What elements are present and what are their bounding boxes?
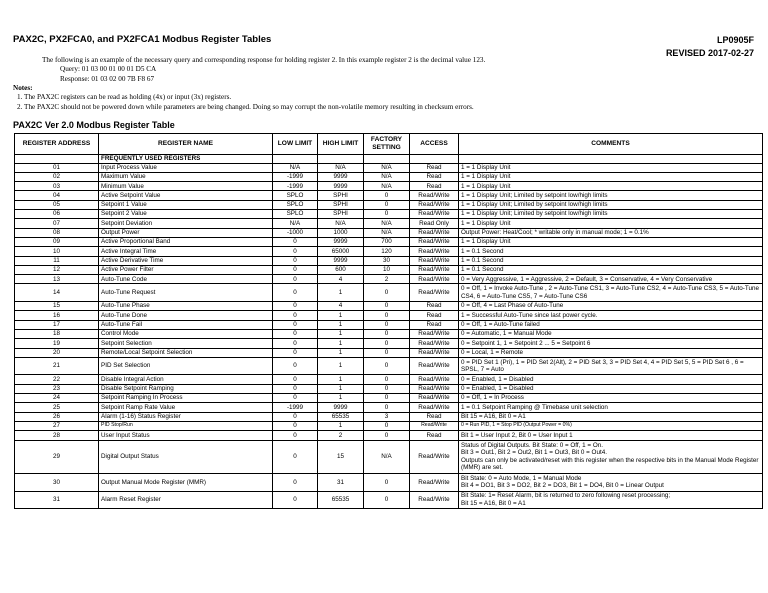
- comments-cell: 0 = Run PID, 1 = Stop PID (Output Power = 0%): [459, 421, 763, 430]
- factory-setting-cell: N/A: [364, 440, 410, 474]
- access-mode-cell: Read: [410, 172, 459, 181]
- access-mode-cell: Read: [410, 320, 459, 329]
- high-limit-cell: 1: [318, 329, 364, 338]
- register-name-cell: User Input Status: [99, 431, 273, 440]
- low-limit-cell: N/A: [273, 163, 318, 172]
- register-name-cell: Setpoint Selection: [99, 339, 273, 348]
- low-limit-cell: 0: [273, 256, 318, 265]
- factory-setting-cell: 0: [364, 491, 410, 509]
- factory-setting-cell: 0: [364, 348, 410, 357]
- table-row: [15, 200, 763, 209]
- low-limit-cell: -1999: [273, 182, 318, 191]
- access-mode-cell: Read: [410, 311, 459, 320]
- comments-cell: Bit State: 1= Reset Alarm, bit is returned to zero following reset processing; Bit 15 = A16, Bit 0 = A1: [459, 491, 763, 509]
- high-limit-cell: 65535: [318, 491, 364, 509]
- comments-cell: 1 = 1 Display Unit: [459, 172, 763, 181]
- low-limit-cell: SPLO: [273, 200, 318, 209]
- doc-number: LP0905F: [716, 35, 754, 45]
- factory-setting-cell: 0: [364, 200, 410, 209]
- access-mode-cell: Read: [410, 302, 459, 311]
- document-id-block: [666, 34, 754, 60]
- comments-cell: Bit 15 = A16, Bit 0 = A1: [459, 412, 763, 421]
- table-row: [15, 320, 763, 329]
- register-address-cell: 22: [15, 375, 99, 384]
- access-mode-cell: Read: [410, 412, 459, 421]
- table-row: [15, 412, 763, 421]
- comments-cell: 1 = 1 Display Unit; Limited by setpoint low/high limits: [459, 191, 763, 200]
- access-mode-cell: Read/Write: [410, 275, 459, 284]
- low-limit-cell: 0: [273, 491, 318, 509]
- section-cell-blank: [15, 155, 99, 164]
- register-address-cell: 24: [15, 394, 99, 403]
- access-mode-cell: Read/Write: [410, 394, 459, 403]
- register-name-cell: PID Set Selection: [99, 357, 273, 375]
- high-limit-cell: N/A: [318, 163, 364, 172]
- revision-date: REVISED 2017-02-27: [665, 48, 754, 58]
- access-mode-cell: Read/Write: [410, 339, 459, 348]
- comments-cell: 1 = 1 Display Unit: [459, 182, 763, 191]
- high-limit-cell: 1: [318, 384, 364, 393]
- table-row: [15, 329, 763, 338]
- register-address-cell: 21: [15, 357, 99, 375]
- register-name-cell: Auto-Tune Code: [99, 275, 273, 284]
- register-name-cell: Active Proportional Band: [99, 237, 273, 246]
- factory-setting-cell: 700: [364, 237, 410, 246]
- response-example: Response: 01 03 02 00 7B F8 67: [60, 74, 155, 83]
- table-row: [15, 474, 763, 492]
- high-limit-cell: 9999: [318, 256, 364, 265]
- access-mode-cell: Read/Write: [410, 329, 459, 338]
- comments-cell: 1 = 0.1 Second: [459, 265, 763, 274]
- table-row: [15, 247, 763, 256]
- low-limit-cell: 0: [273, 320, 318, 329]
- access-mode-cell: Read/Write: [410, 357, 459, 375]
- table-row: [15, 357, 763, 375]
- table-row: [15, 228, 763, 237]
- factory-setting-cell: 0: [364, 375, 410, 384]
- table-row: [15, 302, 763, 311]
- table-row: [15, 219, 763, 228]
- register-address-cell: 11: [15, 256, 99, 265]
- factory-setting-cell: 0: [364, 384, 410, 393]
- low-limit-cell: 0: [273, 384, 318, 393]
- register-address-cell: 27: [15, 421, 99, 430]
- comments-cell: Status of Digital Outputs. Bit State: 0 = Off, 1 = On. Bit 3 = Out1, Bit 2 = Out2, Bit 1 = Out3, Bit 0 = Out4. Outputs can only be activated/reset with this register when the respective bits in the Manual Mode Register (MMR) are set.: [459, 440, 763, 474]
- comments-cell: 1 = 0.1 Second: [459, 256, 763, 265]
- register-name-cell: Digital Output Status: [99, 440, 273, 474]
- factory-setting-cell: 0: [364, 394, 410, 403]
- access-mode-cell: Read/Write: [410, 237, 459, 246]
- access-mode-cell: Read/Write: [410, 348, 459, 357]
- low-limit-cell: 0: [273, 275, 318, 284]
- comments-cell: 1 = 0.1 Second: [459, 247, 763, 256]
- table-row: [15, 311, 763, 320]
- low-limit-cell: 0: [273, 237, 318, 246]
- table-body: [15, 155, 763, 509]
- access-mode-cell: Read/Write: [410, 421, 459, 430]
- register-name-cell: PID Stop/Run: [99, 421, 273, 430]
- comments-cell: 1 = 1 Display Unit: [459, 237, 763, 246]
- factory-setting-cell: 0: [364, 474, 410, 492]
- table-row: [15, 375, 763, 384]
- header-factory-setting: FACTORY SETTING: [364, 134, 410, 155]
- register-address-cell: 18: [15, 329, 99, 338]
- table-row: [15, 182, 763, 191]
- register-address-cell: 26: [15, 412, 99, 421]
- register-name-cell: Output Manual Mode Register (MMR): [99, 474, 273, 492]
- high-limit-cell: 1: [318, 348, 364, 357]
- low-limit-cell: 0: [273, 440, 318, 474]
- factory-setting-cell: 120: [364, 247, 410, 256]
- header-low-limit: LOW LIMIT: [273, 134, 318, 155]
- access-mode-cell: Read/Write: [410, 384, 459, 393]
- table-row: [15, 431, 763, 440]
- low-limit-cell: 0: [273, 394, 318, 403]
- high-limit-cell: 4: [318, 302, 364, 311]
- register-address-cell: 02: [15, 172, 99, 181]
- register-name-cell: Disable Integral Action: [99, 375, 273, 384]
- high-limit-cell: 9999: [318, 237, 364, 246]
- high-limit-cell: 1: [318, 421, 364, 430]
- comments-cell: 0 = Setpoint 1, 1 = Setpoint 2 ... 5 = Setpoint 6: [459, 339, 763, 348]
- high-limit-cell: 1000: [318, 228, 364, 237]
- high-limit-cell: 2: [318, 431, 364, 440]
- table-row: [15, 440, 763, 474]
- high-limit-cell: 31: [318, 474, 364, 492]
- comments-cell: Bit 1 = User Input 2, Bit 0 = User Input 1: [459, 431, 763, 440]
- access-mode-cell: Read/Write: [410, 210, 459, 219]
- high-limit-cell: SPHI: [318, 200, 364, 209]
- register-name-cell: Auto-Tune Fail: [99, 320, 273, 329]
- low-limit-cell: 0: [273, 311, 318, 320]
- factory-setting-cell: N/A: [364, 172, 410, 181]
- section-cell-blank: [364, 155, 410, 164]
- high-limit-cell: 9999: [318, 403, 364, 412]
- comments-cell: 1 = Successful Auto-Tune since last power cycle.: [459, 311, 763, 320]
- section-cell-blank: [273, 155, 318, 164]
- register-name-cell: Output Power: [99, 228, 273, 237]
- table-row: [15, 339, 763, 348]
- register-address-cell: 31: [15, 491, 99, 509]
- table-row: [15, 284, 763, 302]
- intro-block: [42, 56, 485, 84]
- high-limit-cell: 1: [318, 320, 364, 329]
- section-label: FREQUENTLY USED REGISTERS: [99, 155, 273, 164]
- factory-setting-cell: N/A: [364, 182, 410, 191]
- register-address-cell: 23: [15, 384, 99, 393]
- header-register-name: REGISTER NAME: [99, 134, 273, 155]
- table-row: [15, 265, 763, 274]
- register-name-cell: Setpoint Ramp Rate Value: [99, 403, 273, 412]
- table-row: [15, 403, 763, 412]
- low-limit-cell: N/A: [273, 219, 318, 228]
- table-row: [15, 237, 763, 246]
- high-limit-cell: 15: [318, 440, 364, 474]
- low-limit-cell: 0: [273, 284, 318, 302]
- register-address-cell: 05: [15, 200, 99, 209]
- access-mode-cell: Read: [410, 163, 459, 172]
- high-limit-cell: 65535: [318, 412, 364, 421]
- low-limit-cell: SPLO: [273, 210, 318, 219]
- register-name-cell: Setpoint 1 Value: [99, 200, 273, 209]
- comments-cell: 0 = Off, 4 = Last Phase of Auto-Tune: [459, 302, 763, 311]
- factory-setting-cell: 0: [364, 302, 410, 311]
- access-mode-cell: Read Only: [410, 219, 459, 228]
- comments-cell: 0 = Off, 1 = In Process: [459, 394, 763, 403]
- table-row: [15, 256, 763, 265]
- note-item: 1. The PAX2C registers can be read as holding (4x) or input (3x) registers.: [17, 93, 232, 102]
- low-limit-cell: 0: [273, 474, 318, 492]
- table-row: [15, 384, 763, 393]
- comments-cell: 1 = 1 Display Unit: [459, 163, 763, 172]
- access-mode-cell: Read/Write: [410, 284, 459, 302]
- intro-text: The following is an example of the necessary query and corresponding response for holding register 2. In this example register 2 is the decimal value 123.: [42, 56, 486, 64]
- comments-cell: 0 = Very Aggressive, 1 = Aggressive, 2 = Default, 3 = Conservative, 4 = Very Conservative: [459, 275, 763, 284]
- register-name-cell: Maximum Value: [99, 172, 273, 181]
- low-limit-cell: 0: [273, 329, 318, 338]
- section-cell-blank: [410, 155, 459, 164]
- factory-setting-cell: 0: [364, 191, 410, 200]
- factory-setting-cell: 0: [364, 431, 410, 440]
- high-limit-cell: 1: [318, 357, 364, 375]
- register-address-cell: 08: [15, 228, 99, 237]
- register-address-cell: 20: [15, 348, 99, 357]
- notes-block: [13, 84, 474, 112]
- section-cell-blank: [318, 155, 364, 164]
- high-limit-cell: 1: [318, 311, 364, 320]
- low-limit-cell: SPLO: [273, 191, 318, 200]
- table-row: [15, 394, 763, 403]
- register-address-cell: 14: [15, 284, 99, 302]
- comments-cell: 1 = 1 Display Unit: [459, 219, 763, 228]
- factory-setting-cell: 0: [364, 311, 410, 320]
- factory-setting-cell: 10: [364, 265, 410, 274]
- access-mode-cell: Read/Write: [410, 265, 459, 274]
- table-row: [15, 210, 763, 219]
- low-limit-cell: -1999: [273, 172, 318, 181]
- table-row: [15, 163, 763, 172]
- table-title: PAX2C Ver 2.0 Modbus Register Table: [13, 120, 175, 130]
- factory-setting-cell: 0: [364, 329, 410, 338]
- high-limit-cell: 65000: [318, 247, 364, 256]
- register-name-cell: Active Power Filter: [99, 265, 273, 274]
- register-address-cell: 13: [15, 275, 99, 284]
- access-mode-cell: Read/Write: [410, 191, 459, 200]
- header-comments: COMMENTS: [459, 134, 763, 155]
- high-limit-cell: 9999: [318, 172, 364, 181]
- access-mode-cell: Read: [410, 182, 459, 191]
- factory-setting-cell: 3: [364, 412, 410, 421]
- high-limit-cell: 9999: [318, 182, 364, 191]
- high-limit-cell: 4: [318, 275, 364, 284]
- table-row: [15, 172, 763, 181]
- comments-cell: 1 = 1 Display Unit; Limited by setpoint low/high limits: [459, 210, 763, 219]
- access-mode-cell: Read/Write: [410, 375, 459, 384]
- table-row: [15, 275, 763, 284]
- register-address-cell: 03: [15, 182, 99, 191]
- high-limit-cell: SPHI: [318, 191, 364, 200]
- high-limit-cell: 1: [318, 375, 364, 384]
- factory-setting-cell: 0: [364, 357, 410, 375]
- access-mode-cell: Read: [410, 431, 459, 440]
- factory-setting-cell: 0: [364, 421, 410, 430]
- low-limit-cell: -1000: [273, 228, 318, 237]
- header-high-limit: HIGH LIMIT: [318, 134, 364, 155]
- register-name-cell: Minimum Value: [99, 182, 273, 191]
- register-name-cell: Control Mode: [99, 329, 273, 338]
- table-header-row: [15, 134, 763, 155]
- low-limit-cell: 0: [273, 339, 318, 348]
- comments-cell: 0 = Off, 1 = Auto-Tune failed: [459, 320, 763, 329]
- low-limit-cell: 0: [273, 412, 318, 421]
- register-name-cell: Auto-Tune Request: [99, 284, 273, 302]
- low-limit-cell: 0: [273, 265, 318, 274]
- register-address-cell: 29: [15, 440, 99, 474]
- access-mode-cell: Read/Write: [410, 256, 459, 265]
- low-limit-cell: 0: [273, 302, 318, 311]
- section-cell-blank: [459, 155, 763, 164]
- register-address-cell: 10: [15, 247, 99, 256]
- register-name-cell: Alarm (1-16) Status Register: [99, 412, 273, 421]
- register-name-cell: Setpoint 2 Value: [99, 210, 273, 219]
- factory-setting-cell: 0: [364, 339, 410, 348]
- register-name-cell: Active Integral Time: [99, 247, 273, 256]
- comments-cell: 0 = Local, 1 = Remote: [459, 348, 763, 357]
- low-limit-cell: 0: [273, 375, 318, 384]
- factory-setting-cell: 2: [364, 275, 410, 284]
- register-address-cell: 17: [15, 320, 99, 329]
- register-name-cell: Auto-Tune Done: [99, 311, 273, 320]
- table-row: [15, 348, 763, 357]
- register-address-cell: 30: [15, 474, 99, 492]
- high-limit-cell: N/A: [318, 219, 364, 228]
- comments-cell: Bit State: 0 = Auto Mode, 1 = Manual Mode Bit 4 = DO1, Bit 3 = DO2, Bit 2 = DO3, Bit 1 = DO4, Bit 0 = Linear Output: [459, 474, 763, 492]
- table-row: [15, 191, 763, 200]
- page-title: PAX2C, PX2FCA0, and PX2FCA1 Modbus Register Tables: [13, 34, 272, 45]
- table-row: [15, 421, 763, 430]
- register-address-cell: 09: [15, 237, 99, 246]
- low-limit-cell: 0: [273, 357, 318, 375]
- factory-setting-cell: 0: [364, 284, 410, 302]
- access-mode-cell: Read/Write: [410, 491, 459, 509]
- comments-cell: 0 = Enabled, 1 = Disabled: [459, 375, 763, 384]
- high-limit-cell: 1: [318, 284, 364, 302]
- access-mode-cell: Read/Write: [410, 228, 459, 237]
- notes-heading: Notes:: [13, 84, 33, 92]
- comments-cell: 1 = 0.1 Setpoint Ramping @ Timebase unit selection: [459, 403, 763, 412]
- register-address-cell: 01: [15, 163, 99, 172]
- register-address-cell: 25: [15, 403, 99, 412]
- factory-setting-cell: 0: [364, 403, 410, 412]
- register-name-cell: Setpoint Deviation: [99, 219, 273, 228]
- register-name-cell: Remote/Local Setpoint Selection: [99, 348, 273, 357]
- register-address-cell: 15: [15, 302, 99, 311]
- high-limit-cell: 1: [318, 339, 364, 348]
- factory-setting-cell: N/A: [364, 228, 410, 237]
- header-register-address: REGISTER ADDRESS: [15, 134, 99, 155]
- factory-setting-cell: 30: [364, 256, 410, 265]
- low-limit-cell: 0: [273, 247, 318, 256]
- low-limit-cell: -1999: [273, 403, 318, 412]
- access-mode-cell: Read/Write: [410, 403, 459, 412]
- register-name-cell: Active Derivative Time: [99, 256, 273, 265]
- note-item: 2. The PAX2C should not be powered down while parameters are being changed. Doing so may corrupt the non-volatile memory resulting in checksum errors.: [17, 102, 474, 111]
- high-limit-cell: 600: [318, 265, 364, 274]
- register-table: [14, 133, 763, 509]
- header-access: ACCESS: [410, 134, 459, 155]
- register-address-cell: 19: [15, 339, 99, 348]
- register-address-cell: 04: [15, 191, 99, 200]
- factory-setting-cell: N/A: [364, 163, 410, 172]
- register-name-cell: Auto-Tune Phase: [99, 302, 273, 311]
- register-address-cell: 28: [15, 431, 99, 440]
- comments-cell: 1 = 1 Display Unit; Limited by setpoint low/high limits: [459, 200, 763, 209]
- access-mode-cell: Read/Write: [410, 200, 459, 209]
- factory-setting-cell: 0: [364, 210, 410, 219]
- comments-cell: 0 = Off, 1 = Invoke Auto-Tune , 2 = Auto-Tune CS1, 3 = Auto-Tune CS2, 4 = Auto-Tune CS3, 5 = Auto-Tune CS4, 6 = Auto-Tune CS5, 7 = Auto-Tune CS6: [459, 284, 763, 302]
- comments-cell: 0 = PID Set 1 (Pri), 1 = PID Set 2(Alt), 2 = PID Set 3, 3 = PID Set 4, 4 = PID Set 5, 5 = PID Set 6 , 6 = SPSL, 7 = Auto: [459, 357, 763, 375]
- factory-setting-cell: N/A: [364, 219, 410, 228]
- register-name-cell: Active Setpoint Value: [99, 191, 273, 200]
- high-limit-cell: SPHI: [318, 210, 364, 219]
- comments-cell: Output Power: Heat/Cool; * writable only in manual mode; 1 = 0.1%: [459, 228, 763, 237]
- low-limit-cell: 0: [273, 421, 318, 430]
- low-limit-cell: 0: [273, 431, 318, 440]
- register-name-cell: Alarm Reset Register: [99, 491, 273, 509]
- factory-setting-cell: 0: [364, 320, 410, 329]
- register-address-cell: 06: [15, 210, 99, 219]
- register-address-cell: 07: [15, 219, 99, 228]
- high-limit-cell: 1: [318, 394, 364, 403]
- access-mode-cell: Read/Write: [410, 474, 459, 492]
- table-row: [15, 491, 763, 509]
- register-name-cell: Input Process Value: [99, 163, 273, 172]
- register-name-cell: Setpoint Ramping In Process: [99, 394, 273, 403]
- register-address-cell: 12: [15, 265, 99, 274]
- comments-cell: 0 = Enabled, 1 = Disabled: [459, 384, 763, 393]
- access-mode-cell: Read/Write: [410, 440, 459, 474]
- access-mode-cell: Read/Write: [410, 247, 459, 256]
- low-limit-cell: 0: [273, 348, 318, 357]
- register-name-cell: Disable Setpoint Ramping: [99, 384, 273, 393]
- query-example: Query: 01 03 00 01 00 01 D5 CA: [60, 65, 157, 74]
- comments-cell: 0 = Automatic, 1 = Manual Mode: [459, 329, 763, 338]
- section-row: [15, 155, 763, 164]
- register-address-cell: 16: [15, 311, 99, 320]
